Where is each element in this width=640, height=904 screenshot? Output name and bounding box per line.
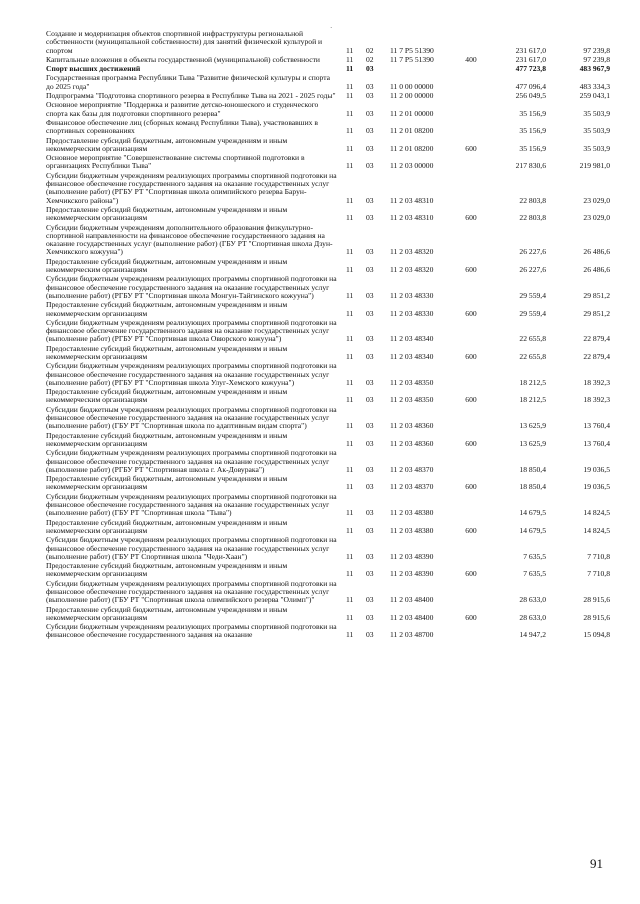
amount-year-2: 35 503,9 (583, 126, 610, 136)
expense-type-code: 600 (465, 395, 477, 405)
budget-table-body (46, 30, 610, 641)
expense-type-code (456, 493, 486, 519)
item-name: Субсидии бюджетным учреждениям реализующих программы спортивной подготовки на финансовое обеспечение государственного задания на оказание государственных услуг (выполнение работ) (ГБУ РТ "Спортивная школа олимпийского резерва "Олимп")" (46, 578, 337, 605)
item-name: Создание и модернизация объектов спортивной инфраструктуры региональной собственности (муниципальной собственности) для занятий физической культурой и спортом (46, 29, 323, 55)
amount-year-1: 14 679,5 (519, 525, 546, 535)
subsection-code: 03 (366, 247, 374, 257)
section-code: 11 (346, 482, 354, 492)
amount-year-1: 28 633,0 (519, 595, 546, 605)
amount-year-2: 97 239,8 (583, 54, 610, 64)
amount-year-2: 97 239,8 (583, 45, 610, 55)
section-code: 11 (346, 265, 354, 275)
section-code: 11 (346, 612, 354, 622)
expense-type-code (456, 30, 486, 56)
expense-type-code: 600 (465, 143, 477, 153)
expense-type-code: 600 (465, 213, 477, 223)
section-code: 11 (346, 81, 354, 91)
subsection-code: 03 (366, 395, 374, 405)
amount-year-2: 19 036,5 (583, 482, 610, 492)
expense-type-code (456, 406, 486, 432)
subsection-code: 03 (366, 508, 374, 518)
amount-year-2: 483 334,3 (579, 81, 610, 91)
target-article-code (388, 65, 456, 74)
amount-year-1: 29 559,4 (519, 290, 546, 300)
section-code: 11 (346, 308, 354, 318)
target-article-code: 11 2 03 48360 (390, 438, 434, 448)
section-code: 11 (346, 213, 354, 223)
table-row (46, 388, 610, 406)
amount-year-2: 22 879,4 (583, 351, 610, 361)
expense-type-code (456, 362, 486, 388)
item-name: Субсидии бюджетным учреждениям реализующих программы спортивной подготовки на финансовое обеспечение государственного задания на оказание государственных услуг (выполнение работ) (РГБУ РТ "Спортивная школа олимпийского резерва Барун-Хемчикского района") (46, 170, 337, 205)
amount-year-2: 35 503,9 (583, 108, 610, 118)
table-row (46, 519, 610, 537)
target-article-code: 11 2 03 48700 (390, 630, 434, 640)
amount-year-2: 7 710,8 (587, 551, 610, 561)
expense-type-code (456, 172, 486, 206)
section-code: 11 (346, 630, 354, 640)
page-number: 91 (590, 856, 603, 871)
amount-year-1: 477 723,8 (515, 64, 546, 74)
item-name: Субсидии бюджетным учреждениям реализующих программы спортивной подготовки на финансовое обеспечение государственного задания на оказание государственных услуг (выполнение работ) (РГБУ РТ "Спортивная школа Монгун-Тайгинского кожууна") (46, 274, 337, 300)
amount-year-1: 13 625,9 (519, 438, 546, 448)
amount-year-1: 22 655,8 (519, 351, 546, 361)
target-article-code: 11 0 00 00000 (390, 81, 434, 91)
amount-year-1: 256 049,5 (515, 91, 546, 101)
expense-type-code: 600 (465, 569, 477, 579)
item-name: Предоставление субсидий бюджетным, автономным учреждениям и иным некоммерческим организациям (46, 387, 288, 405)
amount-year-2: 23 029,0 (583, 195, 610, 205)
subsection-code: 03 (366, 91, 374, 101)
amount-year-2: 28 915,6 (583, 612, 610, 622)
amount-year-2: 29 851,2 (583, 308, 610, 318)
table-row (46, 275, 610, 301)
section-code: 11 (346, 161, 354, 171)
expense-type-code: 600 (465, 351, 477, 361)
subsection-code: 03 (366, 195, 374, 205)
subsection-code: 02 (366, 45, 374, 55)
target-article-code: 11 2 03 48380 (390, 525, 434, 535)
item-name: Предоставление субсидий бюджетным, автономным учреждениям и иным некоммерческим организациям (46, 256, 288, 275)
target-article-code: 11 2 03 48330 (390, 290, 434, 300)
amount-year-1: 26 227,6 (519, 247, 546, 257)
expense-type-code: 400 (465, 54, 477, 64)
target-article-code: 11 2 01 08200 (390, 143, 434, 153)
subsection-code: 03 (366, 108, 374, 118)
subsection-code: 03 (366, 290, 374, 300)
amount-year-2: 23 029,0 (583, 213, 610, 223)
table-row (46, 606, 610, 624)
item-name: Предоставление субсидий бюджетным, автономным учреждениям и иным некоммерческим организациям (46, 204, 288, 223)
table-row (46, 536, 610, 562)
amount-year-1: 14 947,2 (519, 630, 546, 640)
item-name: Предоставление субсидий бюджетным, автономным учреждениям и иным некоммерческим организациям (46, 561, 288, 579)
expense-type-code (456, 275, 486, 301)
expense-type-code (456, 580, 486, 606)
section-code: 11 (346, 377, 354, 387)
expense-type-code: 600 (465, 265, 477, 275)
amount-year-2: 35 503,9 (583, 143, 610, 153)
amount-year-1: 26 227,6 (519, 265, 546, 275)
item-name: Предоставление субсидий бюджетным, автономным учреждениям и иным некоммерческим организациям (46, 430, 288, 448)
subsection-code: 03 (366, 308, 374, 318)
section-code: 11 (346, 464, 354, 474)
section-code: 11 (346, 351, 354, 361)
item-name: Субсидии бюджетным учреждениям дополнительного образования физкультурно-спортивной направленности на финансовое обеспечение государственного задания на оказание государственных услуг (выполнение работ) (ГБУ РТ "Спортивная школа Дзун-Хемчикского кожууна") (46, 222, 333, 257)
amount-year-1: 18 212,5 (519, 377, 546, 387)
table-row (46, 449, 610, 475)
expense-type-code (456, 101, 486, 119)
table-row (46, 406, 610, 432)
item-name: Предоставление субсидий бюджетным, автономным учреждениям и иным некоммерческим организациям (46, 604, 288, 622)
amount-year-1: 231 617,0 (515, 54, 546, 64)
section-code: 11 (346, 525, 354, 535)
subsection-code: 03 (366, 595, 374, 605)
item-name: Основное мероприятие "Поддержка и развитие детско-юношеского и студенческого спорта как базы для подготовки спортивного резерва" (46, 100, 319, 118)
amount-year-2: 259 043,1 (579, 91, 610, 101)
amount-year-1: 231 617,0 (515, 45, 546, 55)
item-name: Спорт высших достижений (46, 64, 141, 74)
subsection-code: 02 (366, 54, 374, 64)
amount-year-2: 13 760,4 (583, 421, 610, 431)
table-row (46, 562, 610, 580)
item-name: Предоставление субсидий бюджетным, автономным учреждениям и иным некоммерческим организациям (46, 343, 288, 361)
amount-year-2: 19 036,5 (583, 464, 610, 474)
expense-type-code (456, 74, 486, 92)
section-code: 11 (346, 126, 354, 136)
table-row (46, 432, 610, 450)
amount-year-1: 22 803,8 (519, 213, 546, 223)
table-row (46, 30, 610, 56)
section-code: 11 (346, 54, 354, 64)
amount-year-1: 35 156,9 (519, 126, 546, 136)
target-article-code: 11 7 Р5 51390 (390, 45, 434, 55)
expense-type-code (456, 92, 486, 101)
subsection-code: 03 (366, 81, 374, 91)
target-article-code: 11 2 03 48380 (390, 508, 434, 518)
section-code: 11 (346, 45, 354, 55)
expense-type-code (456, 623, 486, 641)
amount-year-1: 35 156,9 (519, 143, 546, 153)
target-article-code: 11 2 03 48400 (390, 612, 434, 622)
subsection-code: 03 (366, 464, 374, 474)
target-article-code: 11 2 03 48370 (390, 482, 434, 492)
amount-year-1: 18 850,4 (519, 482, 546, 492)
expense-type-code (456, 224, 486, 258)
amount-year-2: 483 967,9 (579, 64, 610, 74)
amount-year-2: 18 392,3 (583, 377, 610, 387)
target-article-code: 11 2 03 48350 (390, 377, 434, 387)
target-article-code: 11 2 03 48390 (390, 569, 434, 579)
table-row (46, 154, 610, 172)
target-article-code: 11 2 03 48330 (390, 308, 434, 318)
section-code: 11 (346, 508, 354, 518)
expense-type-code (456, 65, 486, 74)
expense-type-code (456, 119, 486, 137)
item-name: Предоставление субсидий бюджетным, автономным учреждениям и иным некоммерческим организациям (46, 517, 288, 535)
target-article-code: 11 2 03 48350 (390, 395, 434, 405)
item-name: Подпрограмма "Подготовка спортивного резерва в Республике Тыва на 2021 - 2025 годы" (46, 91, 336, 101)
section-code: 11 (346, 421, 354, 431)
subsection-code: 03 (366, 143, 374, 153)
target-article-code: 11 2 03 48400 (390, 595, 434, 605)
target-article-code: 11 2 03 48360 (390, 421, 434, 431)
section-code: 11 (346, 334, 354, 344)
expense-type-code (456, 536, 486, 562)
table-row (46, 119, 610, 137)
amount-year-1: 7 635,5 (523, 551, 546, 561)
section-code: 11 (346, 290, 354, 300)
target-article-code: 11 2 03 48310 (390, 195, 434, 205)
subsection-code: 03 (366, 161, 374, 171)
amount-year-1: 35 156,9 (519, 108, 546, 118)
item-name: Субсидии бюджетным учреждениям реализующих программы спортивной подготовки на финансовое обеспечение государственного задания на оказание государственных услуг (выполнение работ) (РГБУ РТ "Спортивная школа г. Ак-Довурака") (46, 448, 337, 474)
amount-year-1: 18 212,5 (519, 395, 546, 405)
item-name: Субсидии бюджетным учреждениям реализующих программы спортивной подготовки на финансовое обеспечение государственного задания на оказание (46, 622, 337, 640)
table-row (46, 74, 610, 92)
item-name: Субсидии бюджетным учреждениям реализующих программы спортивной подготовки на финансовое обеспечение государственного задания на оказание государственных услуг (выполнение работ) (ГБУ РТ "Спортивная школа по адаптивным видам спорта") (46, 404, 337, 431)
subsection-code: 03 (366, 569, 374, 579)
amount-year-1: 22 655,8 (519, 334, 546, 344)
section-code: 11 (346, 595, 354, 605)
item-name: Предоставление субсидий бюджетным, автономным учреждениям и иным некоммерческим организациям (46, 474, 288, 492)
target-article-code: 11 2 03 48320 (390, 247, 434, 257)
target-article-code: 11 2 01 00000 (390, 108, 434, 118)
table-row (46, 623, 610, 641)
amount-year-2: 7 710,8 (587, 569, 610, 579)
amount-year-2: 219 981,0 (579, 161, 610, 171)
table-row (46, 224, 610, 258)
table-row (46, 493, 610, 519)
amount-year-2: 14 824,5 (583, 525, 610, 535)
target-article-code: 11 2 03 48340 (390, 334, 434, 344)
amount-year-1: 22 803,8 (519, 195, 546, 205)
section-code: 11 (346, 64, 354, 74)
table-row (46, 206, 610, 224)
amount-year-2: 18 392,3 (583, 395, 610, 405)
table-row (46, 319, 610, 345)
subsection-code: 03 (366, 377, 374, 387)
amount-year-2: 13 760,4 (583, 438, 610, 448)
section-code: 11 (346, 395, 354, 405)
target-article-code: 11 2 03 48370 (390, 464, 434, 474)
item-name: Предоставление субсидий бюджетным, автономным учреждениям и иным некоммерческим организациям (46, 300, 288, 318)
section-code: 11 (346, 195, 354, 205)
subsection-code: 03 (366, 64, 374, 74)
amount-year-2: 29 851,2 (583, 290, 610, 300)
amount-year-1: 7 635,5 (523, 569, 546, 579)
table-row (46, 258, 610, 276)
target-article-code: 11 2 03 48320 (390, 265, 434, 275)
target-article-code: 11 7 Р5 51390 (390, 54, 434, 64)
section-code: 11 (346, 108, 354, 118)
amount-year-1: 18 850,4 (519, 464, 546, 474)
subsection-code: 03 (366, 213, 374, 223)
subsection-code: 03 (366, 421, 374, 431)
item-name: Предоставление субсидий бюджетным, автономным учреждениям и иным некоммерческим организациям (46, 135, 288, 153)
target-article-code: 11 2 03 00000 (390, 161, 434, 171)
subsection-code: 03 (366, 351, 374, 361)
section-code: 11 (346, 569, 354, 579)
subsection-code: 03 (366, 482, 374, 492)
item-name: Основное мероприятие "Совершенствование системы спортивной подготовки в организациях Республики Тыва" (46, 153, 305, 171)
subsection-code: 03 (366, 612, 374, 622)
item-name: Государственная программа Республики Тыва "Развитие физической культуры и спорта до 2025 года" (46, 73, 331, 91)
amount-year-1: 477 096,4 (515, 81, 546, 91)
amount-year-1: 217 830,6 (515, 161, 546, 171)
table-row (46, 362, 610, 388)
item-name: Субсидии бюджетным учреждениям реализующих программы спортивной подготовки на финансовое обеспечение государственного задания на оказание государственных услуг (выполнение работ) (ГБУ РТ "Спортивная школа "Тыва") (46, 491, 337, 518)
section-code: 11 (346, 247, 354, 257)
target-article-code: 11 2 03 48340 (390, 351, 434, 361)
subsection-code: 03 (366, 438, 374, 448)
table-row (46, 101, 610, 119)
table-row (46, 137, 610, 155)
expense-type-code: 600 (465, 482, 477, 492)
expense-type-code: 600 (465, 438, 477, 448)
amount-year-2: 14 824,5 (583, 508, 610, 518)
table-row (46, 580, 610, 606)
subsection-code: 03 (366, 551, 374, 561)
item-name: Финансовое обеспечение лиц (сборных команд Республики Тыва), участвовавших в спортивных соревнованиях (46, 117, 318, 136)
amount-year-1: 29 559,4 (519, 308, 546, 318)
item-name: Субсидии бюджетным учреждениям реализующих программы спортивной подготовки на финансовое обеспечение государственного задания на оказание государственных услуг (выполнение работ) (РГБУ РТ "Спортивная школа Улуг-Хемского кожууна") (46, 361, 337, 387)
target-article-code: 11 2 01 08200 (390, 126, 434, 136)
section-code: 11 (346, 551, 354, 561)
amount-year-2: 15 094,8 (583, 630, 610, 640)
subsection-code: 03 (366, 265, 374, 275)
table-row (46, 345, 610, 363)
expense-type-code: 600 (465, 525, 477, 535)
target-article-code: 11 2 03 48390 (390, 551, 434, 561)
expense-type-code (456, 319, 486, 345)
amount-year-2: 26 486,6 (583, 265, 610, 275)
expense-type-code: 600 (465, 308, 477, 318)
amount-year-1: 13 625,9 (519, 421, 546, 431)
amount-year-2: 22 879,4 (583, 334, 610, 344)
expense-type-code: 600 (465, 612, 477, 622)
expense-type-code (456, 449, 486, 475)
amount-year-2: 28 915,6 (583, 595, 610, 605)
subsection-code: 03 (366, 334, 374, 344)
expense-type-code (456, 154, 486, 172)
amount-year-1: 28 633,0 (519, 612, 546, 622)
target-article-code: 11 2 03 48310 (390, 213, 434, 223)
subsection-code: 03 (366, 126, 374, 136)
budget-table (46, 30, 610, 641)
table-row (46, 475, 610, 493)
subsection-code: 03 (366, 630, 374, 640)
target-article-code: 11 2 00 00000 (390, 91, 434, 101)
item-name: Субсидии бюджетным учреждениям реализующих программы спортивной подготовки на финансовое обеспечение государственного задания на оказание государственных услуг (выполнение работ) (РГБУ РТ "Спортивная школа Овюрского кожууна") (46, 317, 337, 344)
section-code: 11 (346, 91, 354, 101)
subsection-code: 03 (366, 525, 374, 535)
amount-year-1: 14 679,5 (519, 508, 546, 518)
section-code: 11 (346, 143, 354, 153)
item-name: Субсидии бюджетным учреждениям реализующих программы спортивной подготовки на финансовое обеспечение государственного задания на оказание государственных услуг (выполнение работ) (ГБУ РТ Спортивная школа "Чеди-Хаан") (46, 535, 337, 561)
table-row (46, 172, 610, 206)
table-row (46, 301, 610, 319)
scan-mark: · (330, 24, 333, 32)
item-name: Капитальные вложения в объекты государственной (муниципальной) собственности (46, 54, 320, 64)
section-code: 11 (346, 438, 354, 448)
amount-year-2: 26 486,6 (583, 247, 610, 257)
